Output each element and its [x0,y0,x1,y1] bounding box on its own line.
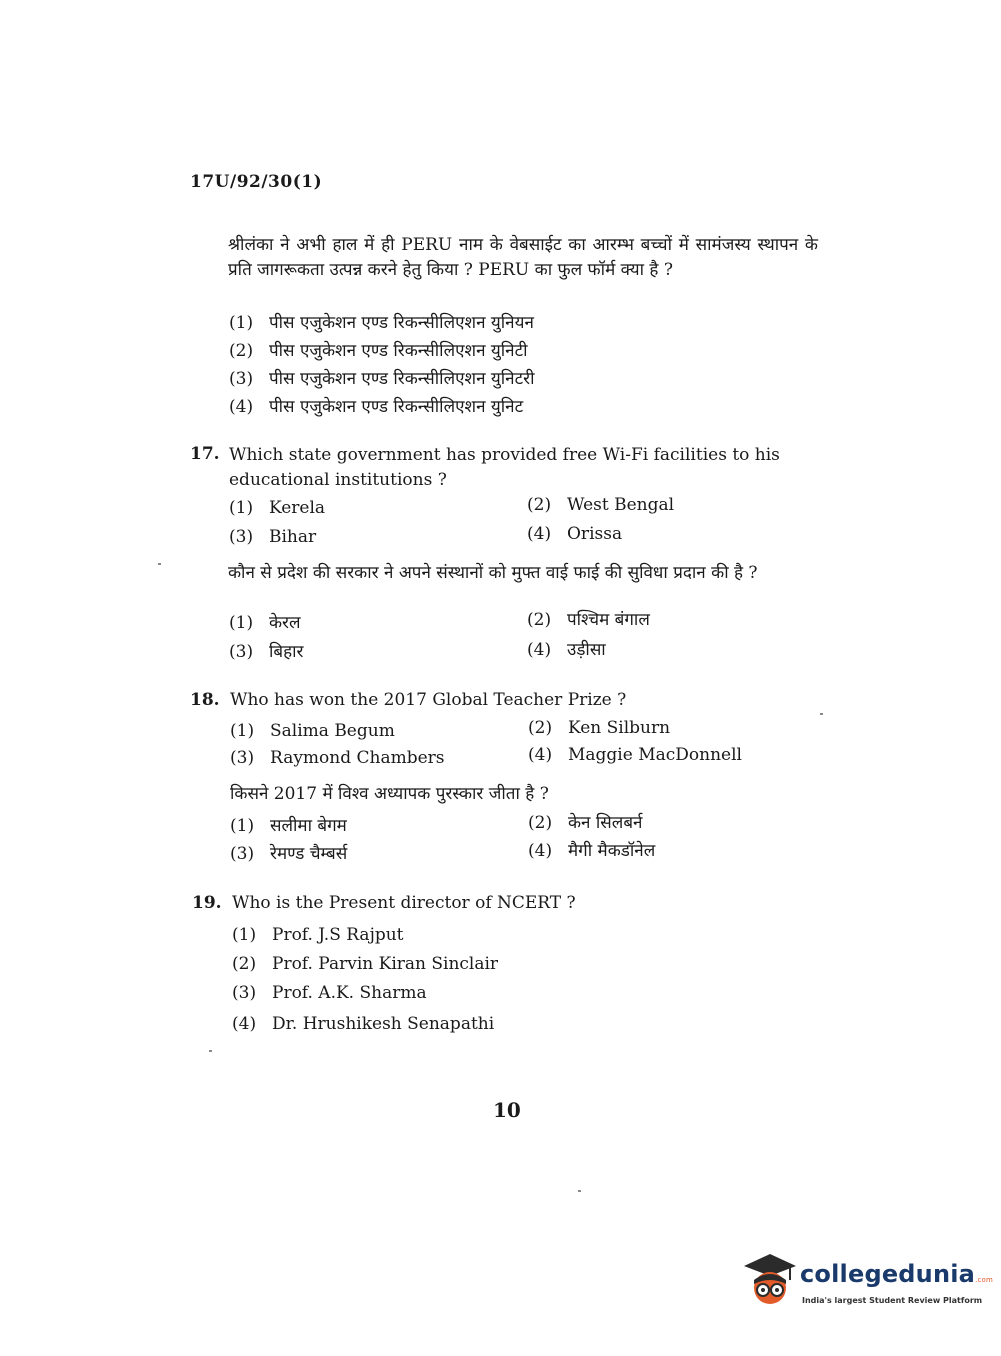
page-number: 10 [493,1098,521,1122]
scan-speck [578,1190,581,1192]
scan-speck [209,1050,212,1052]
q17-english-text: Which state government has provided free Wi-Fi facilities to his educational institutions ? [229,445,780,490]
q18-hi-option-1: (1) सलीमा बेगम [230,816,347,836]
q16-option-1: (1) पीस एजुकेशन एण्ड रिकन्सीलिएशन युनियन [229,313,534,333]
q16-option-4: (4) पीस एजुकेशन एण्ड रिकन्सीलिएशन युनिट [229,397,524,417]
q17-number: 17. [190,444,220,464]
scan-speck [820,713,823,715]
q19-option-2: (2) Prof. Parvin Kiran Sinclair [232,954,499,974]
q16-option-2: (2) पीस एजुकेशन एण्ड रिकन्सीलिएशन युनिटी [229,341,528,361]
q18-hi-option-2: (2) केन सिलबर्न [528,813,643,833]
q17-en-option-4: (4) Orissa [527,524,623,544]
q18-number: 18. [190,690,220,710]
q18-en-option-1: (1) Salima Begum [230,721,395,741]
q17-hi-option-1: (1) केरल [229,613,301,633]
q17-hi-option-3: (3) बिहार [229,642,304,662]
q19-option-1: (1) Prof. J.S Rajput [232,925,404,945]
logo-tagline: India's largest Student Review Platform [802,1296,983,1305]
collegedunia-logo[interactable] [740,1248,994,1318]
scan-speck [158,563,161,565]
q17-hi-option-2: (2) पश्चिम बंगाल [527,610,650,630]
q18-en-option-3: (3) Raymond Chambers [230,748,445,768]
q18-hi-option-3: (3) रेमण्ड चैम्बर्स [230,844,348,864]
q16-hindi-text: श्रीलंका ने अभी हाल में ही PERU नाम के वेबसाईट का आरम्भ बच्चों में सामंजस्य स्थापन के प्रति जागरूकता उत्पन्न करने हेतु किया ? PERU का फुल फॉर्म क्या है ? [228,235,818,280]
q19-english-text: Who is the Present director of NCERT ? [232,893,576,913]
q17-hindi-text: कौन से प्रदेश की सरकार ने अपने संस्थानों को मुफ्त वाई फाई की सुविधा प्रदान की है ? [228,563,758,583]
q17-en-option-1: (1) Kerela [229,498,326,518]
q16-option-3: (3) पीस एजुकेशन एण्ड रिकन्सीलिएशन युनिटरी [229,369,535,389]
q18-en-option-4: (4) Maggie MacDonnell [528,745,742,765]
q18-hi-option-4: (4) मैगी मैकडॉनेल [528,841,656,861]
q19-option-3: (3) Prof. A.K. Sharma [232,983,427,1003]
paper-code: 17U/92/30(1) [190,172,323,192]
q17-hi-option-4: (4) उड़ीसा [527,640,606,660]
q17-en-option-2: (2) West Bengal [527,495,675,515]
q19-number: 19. [192,893,222,913]
q18-en-option-2: (2) Ken Silburn [528,718,671,738]
student-mascot-icon [740,1250,800,1312]
q17-en-option-3: (3) Bihar [229,527,317,547]
q18-hindi-text: किसने 2017 में विश्व अध्यापक पुरस्कार जीता है ? [230,784,549,804]
logo-wordmark: collegedunia.com [800,1260,994,1288]
q19-option-4: (4) Dr. Hrushikesh Senapathi [232,1014,495,1034]
q18-english-text: Who has won the 2017 Global Teacher Prize ? [230,690,627,710]
